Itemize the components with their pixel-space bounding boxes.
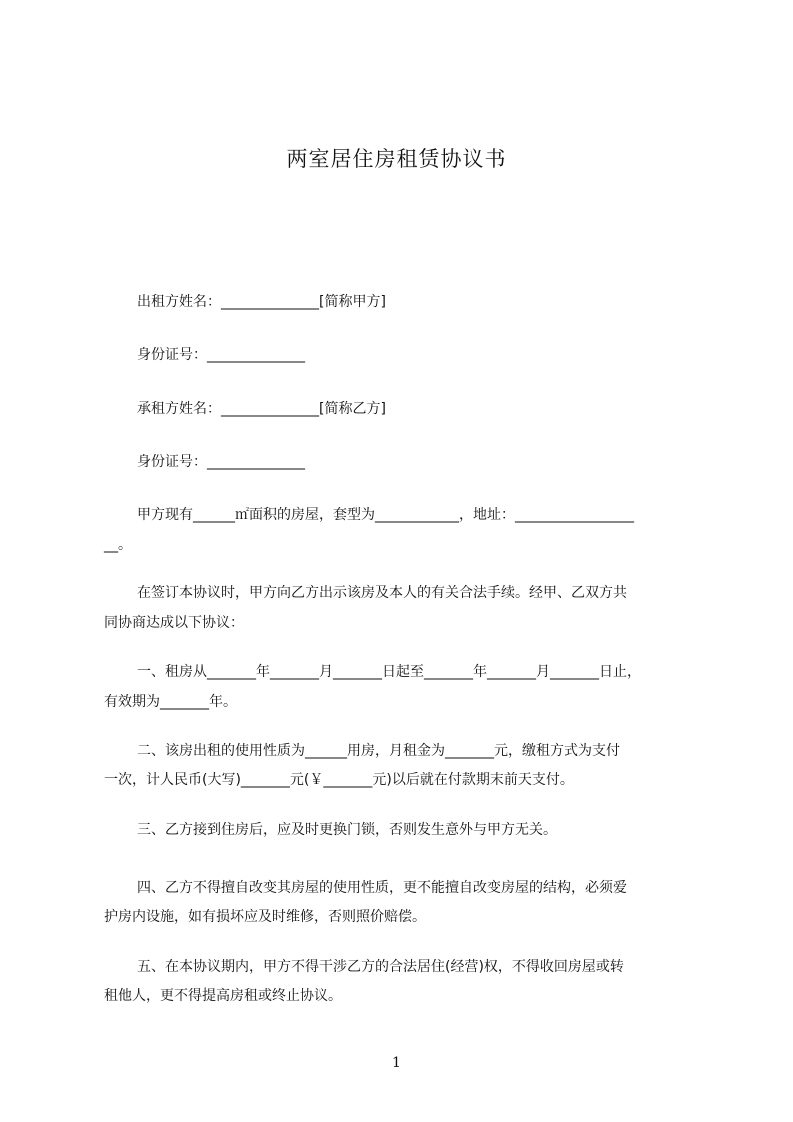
clause-4-line1: 四、乙方不得擅自改变其房屋的使用性质，更不能擅自改变房屋的结构，必须爱 [137, 880, 627, 896]
house-paragraph-line2: __。 [104, 537, 132, 553]
clause-2-line1: 二、该房出租的使用性质为______用房，月租金为_______元，缴租方式为支付 [137, 743, 620, 759]
clause-1-line1: 一、租房从_______年_______月_______日起至_______年_______月_______日止， [137, 664, 641, 680]
document-title: 两室居住房租赁协议书 [286, 147, 507, 171]
clause-5-line1: 五、在本协议期内，甲方不得干涉乙方的合法居住(经营)权，不得收回房屋或转 [137, 959, 624, 975]
clause-1-line2: 有效期为_______年。 [104, 694, 237, 710]
signing-paragraph-line1: 在签订本协议时，甲方向乙方出示该房及本人的有关合法手续。经甲、乙双方共 [137, 585, 627, 601]
lessee-id-line: 身份证号：______________ [137, 454, 305, 470]
clause-2-line2: 一次，计人民币(大写)_______元(￥_______元)以后就在付款期末前天支付。 [104, 772, 574, 788]
clause-4-line2: 护房内设施，如有损坏应及时维修，否则照价赔偿。 [104, 909, 426, 925]
house-paragraph-line1: 甲方现有______㎡面积的房屋，套型为____________，地址：_________________ [137, 507, 634, 523]
signing-paragraph-line2: 同协商达成以下协议： [104, 615, 244, 631]
clause-5-line2: 租他人，更不得提高房租或终止协议。 [104, 988, 342, 1004]
lessee-name-line: 承租方姓名：______________[简称乙方] [137, 401, 386, 417]
clause-3-line1: 三、乙方接到住房后，应及时更换门锁，否则发生意外与甲方无关。 [137, 822, 557, 838]
lessor-name-line: 出租方姓名：______________[简称甲方] [137, 294, 386, 310]
page-number: 1 [392, 1055, 401, 1071]
lessor-id-line: 身份证号：______________ [137, 347, 305, 363]
